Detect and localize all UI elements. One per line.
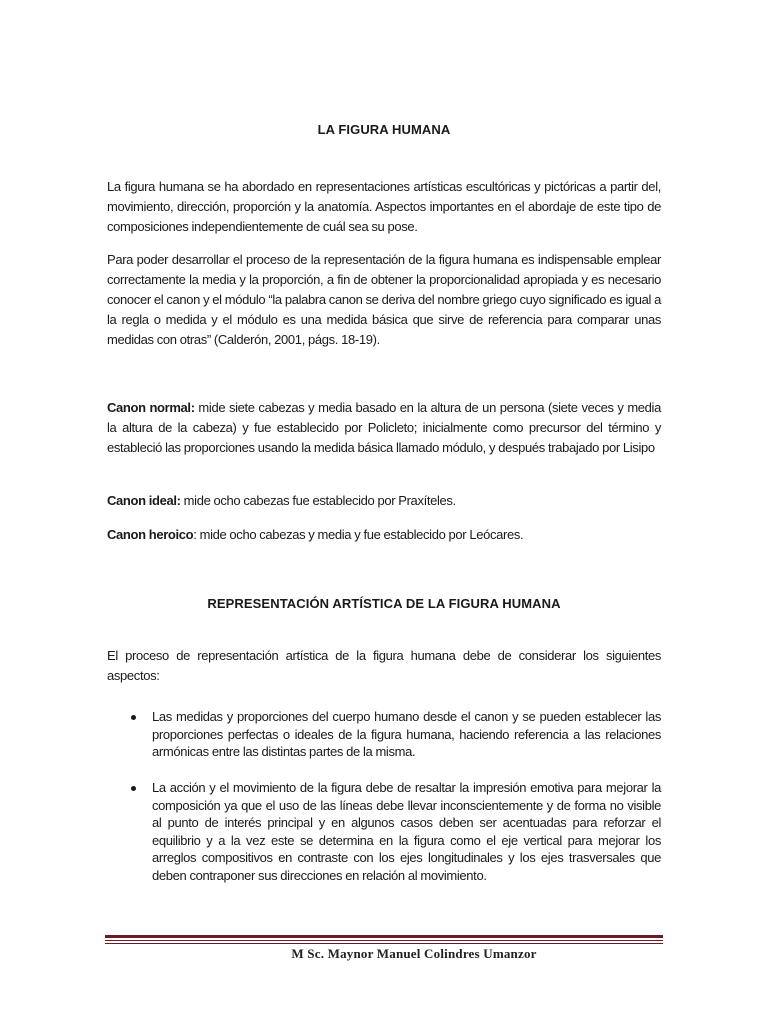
list-item	[107, 708, 661, 761]
canon-heroico-paragraph	[107, 525, 661, 545]
canon-heroico-term: Canon heroico	[107, 527, 194, 542]
canon-normal-paragraph	[107, 398, 661, 458]
section-intro-paragraph: El proceso de representación artística de la figura humana debe de considerar los siguientes aspectos:	[107, 648, 661, 683]
list-item-text: La acción y el movimiento de la figura debe de resaltar la impresión emotiva para mejorar la composición ya que el uso de las líneas debe llevar inconscientemente y de forma no visible al punto de interés principal y en algunos casos deben ser acentuadas para reforzar el equilibrio y a la vez este se determina en la figura como el eje vertical para mejorar los arreglos compositivos en contraste con los ejes longitudinales y los ejes trasversales que deben contraponer sus direcciones en relación al movimiento.	[152, 780, 661, 883]
page-title: LA FIGURA HUMANA	[317, 122, 451, 137]
canon-normal-term: Canon normal:	[107, 400, 195, 415]
list-item-text: Las medidas y proporciones del cuerpo humano desde el canon y se pueden establecer las proporciones perfectas o ideales de la figura humana, haciendo referencia a las relaciones armónicas entre las distintas partes de la misma.	[152, 709, 661, 759]
intro-paragraph-1: La figura humana se ha abordado en representaciones artísticas escultóricas y pictóricas a partir del, movimiento, dirección, proporción y la anatomía. Aspectos importantes en el abordaje de este tipo de composiciones independientemente de cuál sea su pose.	[107, 179, 661, 234]
canon-heroico-text: : mide ocho cabezas y media y fue establecido por Leócares.	[193, 527, 524, 542]
canon-ideal-text: mide ocho cabezas fue establecido por Praxíteles.	[180, 493, 456, 508]
canon-normal-text: mide siete cabezas y media basado en la altura de un persona (siete veces y media la altura de la cabeza) y fue establecido por Policleto; inicialmente como precursor del término y estableció las proporciones usando la medida básica llamado módulo, y después trabajado por Lisipo	[107, 400, 661, 455]
aspects-list-continued	[107, 779, 661, 884]
footer-divider-thin	[105, 940, 663, 941]
intro-paragraph-2: Para poder desarrollar el proceso de la representación de la figura humana es indispensable emplear correctamente la media y la proporción, a fin de obtener la proporcionalidad apropiada y es necesario conocer el canon y el módulo “la palabra canon se deriva del nombre griego cuyo significado es igual a la regla o medida y el módulo es una medida básica que sirve de referencia para comparar unas medidas con otras” (Calderón, 2001, págs. 18-19).	[107, 252, 662, 347]
section-heading: REPRESENTACIÓN ARTÍSTICA DE LA FIGURA HUMANA	[207, 596, 561, 611]
bullet-icon	[131, 715, 136, 720]
list-item	[107, 779, 661, 884]
canon-ideal-paragraph	[107, 491, 661, 511]
canon-ideal-term: Canon ideal:	[107, 493, 181, 508]
footer-divider	[105, 935, 663, 938]
aspects-list	[107, 708, 661, 761]
footer-author: M Sc. Maynor Manuel Colindres Umanzor	[291, 946, 537, 961]
footer-divider-thin-2	[105, 943, 663, 944]
bullet-icon	[131, 786, 136, 791]
